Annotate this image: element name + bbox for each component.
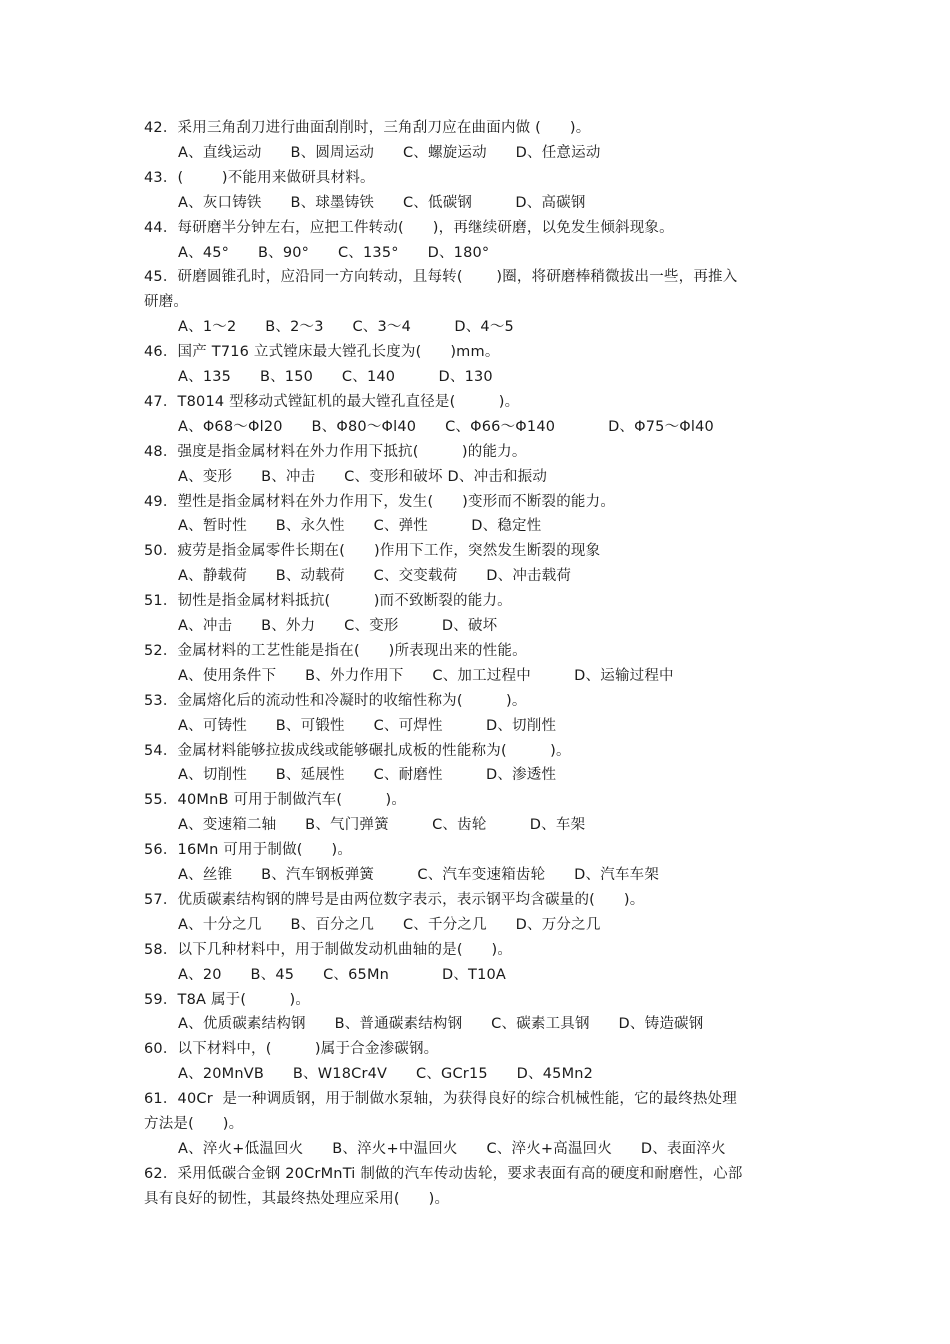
question-continuation: 具有良好的韧性，其最终热处理应采用( )。: [144, 1190, 450, 1207]
answer-options: A、135 B、150 C、140 D、130: [178, 369, 493, 385]
answer-options: A、20MnVB B、W18Cr4V C、GCr15 D、45Mn2: [178, 1066, 594, 1083]
answer-options: A、Φ68～Φl20 B、Φ80～Φl40 C、Φ66～Φ140 D、Φ75～Φl40: [178, 418, 714, 435]
question-text: 58．以下几种材料中，用于制做发动机曲轴的是( )。: [144, 941, 513, 958]
question-text: 62．采用低碳合金钢 20CrMnTi 制做的汽车传动齿轮，要求表面有高的硬度和耐磨性，心部: [144, 1165, 743, 1182]
answer-options: A、可铸性 B、可锻性 C、可焊性 D、切削性: [178, 717, 557, 734]
answer-options: A、暂时性 B、永久性 C、弹性 D、稳定性: [178, 518, 542, 535]
question-text: 54．金属材料能够拉拔成线或能够碾扎成板的性能称为( )。: [144, 742, 571, 759]
question-text: 57．优质碳素结构钢的牌号是由两位数字表示，表示钢平均含碳量的( )。: [144, 891, 645, 908]
question-text: 50．疲劳是指金属零件长期在( )作用下工作，突然发生断裂的现象: [144, 543, 601, 560]
question-text: 46．国产 T716 立式镗床最大镗孔长度为( )mm。: [144, 344, 500, 361]
question-text: 61．40Cr 是一种调质钢，用于制做水泵轴，为获得良好的综合机械性能，它的最终热处理: [144, 1091, 738, 1108]
question-text: 55．40MnB 可用于制做汽车( )。: [144, 792, 407, 809]
answer-options: A、十分之几 B、百分之几 C、千分之几 D、万分之几: [178, 916, 601, 933]
answer-options: A、切削性 B、延展性 C、耐磨性 D、渗透性: [178, 767, 557, 784]
answer-options: A、冲击 B、外力 C、变形 D、破坏: [178, 618, 498, 634]
answer-options: A、45° B、90° C、135° D、180°: [178, 244, 490, 261]
question-text: 44．每研磨半分钟左右，应把工件转动( )，再继续研磨，以免发生倾斜现象。: [144, 219, 674, 236]
question-text: 47．T8014 型移动式镗缸机的最大镗孔直径是( )。: [144, 393, 520, 410]
question-text: 45．研磨圆锥孔时，应沿同一方向转动，且每转( )圈，将研磨棒稍微拔出一些，再推入: [144, 269, 738, 286]
answer-options: A、静载荷 B、动载荷 C、交变载荷 D、冲击载荷: [178, 568, 572, 585]
question-text: 53．金属熔化后的流动性和冷凝时的收缩性称为( )。: [144, 692, 527, 709]
answer-options: A、20 B、45 C、65Mn D、T10A: [178, 966, 507, 983]
question-continuation: 研磨。: [144, 294, 189, 311]
question-text: 59．T8A 属于( )。: [144, 991, 311, 1008]
answer-options: A、优质碳素结构钢 B、普通碳素结构钢 C、碳素工具钢 D、铸造碳钢: [178, 1016, 704, 1033]
question-text: 43．( )不能用来做研具材料。: [144, 169, 375, 186]
question-text: 60．以下材料中，( )属于合金渗碳钢。: [144, 1041, 439, 1058]
answer-options: A、灰口铸铁 B、球墨铸铁 C、低碳钢 D、高碳钢: [178, 194, 586, 211]
question-text: 42．采用三角刮刀进行曲面刮削时，三角刮刀应在曲面内做 ( )。: [144, 120, 591, 136]
question-text: 48．强度是指金属材料在外力作用下抵抗( )的能力。: [144, 443, 527, 460]
question-text: 49．塑性是指金属材料在外力作用下，发生( )变形而不断裂的能力。: [144, 493, 616, 510]
answer-options: A、直线运动 B、圆周运动 C、螺旋运动 D、任意运动: [178, 144, 601, 161]
answer-options: A、使用条件下 B、外力作用下 C、加工过程中 D、运输过程中: [178, 667, 674, 684]
question-text: 52．金属材料的工艺性能是指在( )所表现出来的性能。: [144, 642, 527, 659]
answer-options: A、1～2 B、2～3 C、3～4 D、4～5: [178, 319, 514, 336]
question-text: 56．16Mn 可用于制做( )。: [144, 842, 353, 859]
question-continuation: 方法是( )。: [144, 1116, 244, 1132]
answer-options: A、淬火+低温回火 B、淬火+中温回火 C、淬火+高温回火 D、表面淬火: [178, 1140, 726, 1157]
answer-options: A、变速箱二轴 B、气门弹簧 C、齿轮 D、车架: [178, 817, 586, 834]
answer-options: A、变形 B、冲击 C、变形和破坏 D、冲击和振动: [178, 468, 548, 485]
question-text: 51．韧性是指金属材料抵抗( )而不致断裂的能力。: [144, 593, 512, 610]
answer-options: A、丝锥 B、汽车钢板弹簧 C、汽车变速箱齿轮 D、汽车车架: [178, 867, 660, 883]
